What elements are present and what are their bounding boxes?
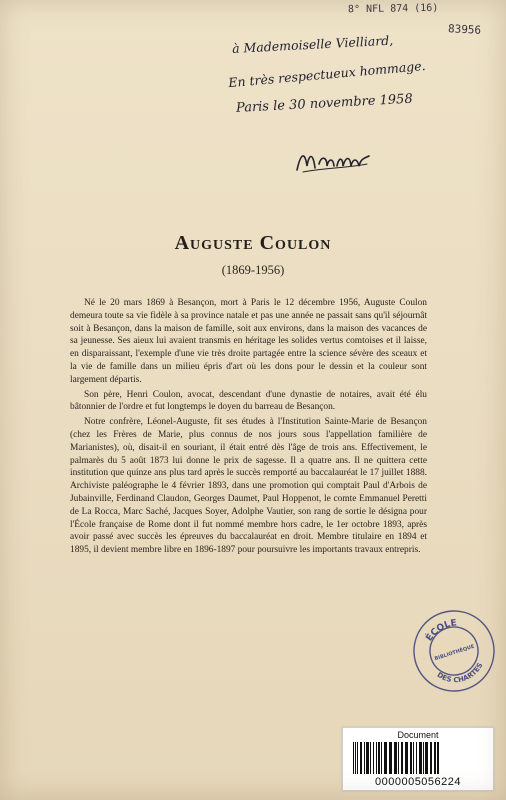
barcode-bar — [394, 742, 397, 774]
barcode-number: 0000005056224 — [374, 776, 462, 788]
dedication-line-1: à Mademoiselle Vielliard, — [231, 32, 394, 57]
barcode-bar — [353, 742, 354, 774]
barcode-bar — [373, 742, 374, 774]
article-body — [70, 297, 427, 559]
barcode-bar — [405, 742, 408, 774]
paragraph-2: Son père, Henri Coulon, avocat, descendant d'une dynastie de notaires, avait été élu bâtonnier de l'ordre et fut longtemps le doyen du barreau de Besançon. — [70, 389, 427, 413]
page-title: Auguste Coulon — [174, 232, 332, 254]
dedication-line-3: Paris le 30 novembre 1958 — [235, 91, 414, 116]
barcode-title: Document — [397, 730, 439, 740]
barcode-bar — [416, 742, 417, 774]
barcode-bar — [437, 742, 439, 774]
barcode-bar — [398, 742, 399, 774]
barcode-bar — [364, 742, 365, 774]
life-dates: (1869-1956) — [221, 263, 285, 277]
stamp-middle-text: BIBLIOTHÈQUE — [433, 643, 476, 663]
barcode-bar — [430, 742, 432, 774]
barcode-bar — [419, 742, 422, 774]
barcode-bar — [360, 742, 362, 774]
barcode-bar — [434, 742, 436, 774]
barcode-bar — [366, 742, 369, 774]
barcode-bar — [355, 742, 356, 774]
paragraph-3: Notre confrère, Léonel-Auguste, fit ses études à l'Institution Sainte-Marie de Besançon (chez les Frères de Marie, plus connus de nos jours sous l'appellation familière de Marianistes), où, disait-il en souriant, il était entré dès l'âge de trois ans. Effectivement, le palmarès du 5 août 1873 lui donne le prix de sagesse. Il a quatre ans. Il ne quittera cette institution que quinze ans plus tard après le succès remporté au baccalauréat le 17 juillet 1888. Archiviste paléographe le 4 février 1893, dans une promotion qui comptait Paul d'Arbois de Jubainville, Ferdinand Claudon, Georges Daumet, Paul Hoppenot, le comte Emmanuel Peretti de La Rocca, Marc Saché, Jacques Soyer, Adolphe Vautier, son rang de sortie le désigna pour l'École française de Rome dont il fut nommé membre hors cadre, le 1er octobre 1893, après avoir passé avec succès les épreuves du baccalauréat en droit. Membre titulaire en 1894 et 1895, il devient membre libre en 1896-1897 pour poursuivre les importants travaux entrepris. — [70, 417, 427, 556]
barcode-bar — [378, 742, 380, 774]
barcode-bar — [413, 742, 414, 774]
stamp-bottom-text: DES CHARTES — [435, 661, 485, 685]
barcode-bar — [425, 742, 428, 774]
barcode-bar — [401, 742, 403, 774]
barcode-bar — [410, 742, 412, 774]
barcode-bar — [370, 742, 371, 774]
barcode-bar — [389, 742, 392, 774]
stamp-top-text: ÉCOLE — [424, 618, 458, 644]
barcode-bar — [384, 742, 387, 774]
inventory-number: 83956 — [447, 22, 482, 37]
barcode-bar — [423, 742, 424, 774]
barcode-bar — [381, 742, 382, 774]
barcode-bar — [376, 742, 377, 774]
handwritten-signature — [293, 146, 373, 176]
barcode-label — [342, 727, 494, 791]
handwritten-dedication — [227, 28, 462, 118]
dedication-line-2: En très respectueux hommage. — [227, 57, 427, 91]
library-stamp — [410, 607, 498, 695]
shelfmark-annotation: 8° NFL 874 (16) — [347, 2, 439, 16]
barcode-icon — [351, 742, 485, 774]
barcode-bar — [357, 742, 358, 774]
paragraph-1: Né le 20 mars 1869 à Besançon, mort à Paris le 12 décembre 1956, Auguste Coulon demeura toute sa vie fidèle à sa province natale et pas une année ne passait sans qu'il séjournât soit à Besançon, dans la maison de famille, soit aux environs, dans la maison des vacances de sa jeunesse. Ses aieux lui avaient transmis en héritage les solides vertus comtoises et il laisse, en disparaissant, l'exemple d'une vie très droite partagée entre la science sévère des sceaux et la vie de famille dans un milieu épris d'art où les dons pour le dessin et la couleur sont largement départis. — [70, 298, 427, 385]
